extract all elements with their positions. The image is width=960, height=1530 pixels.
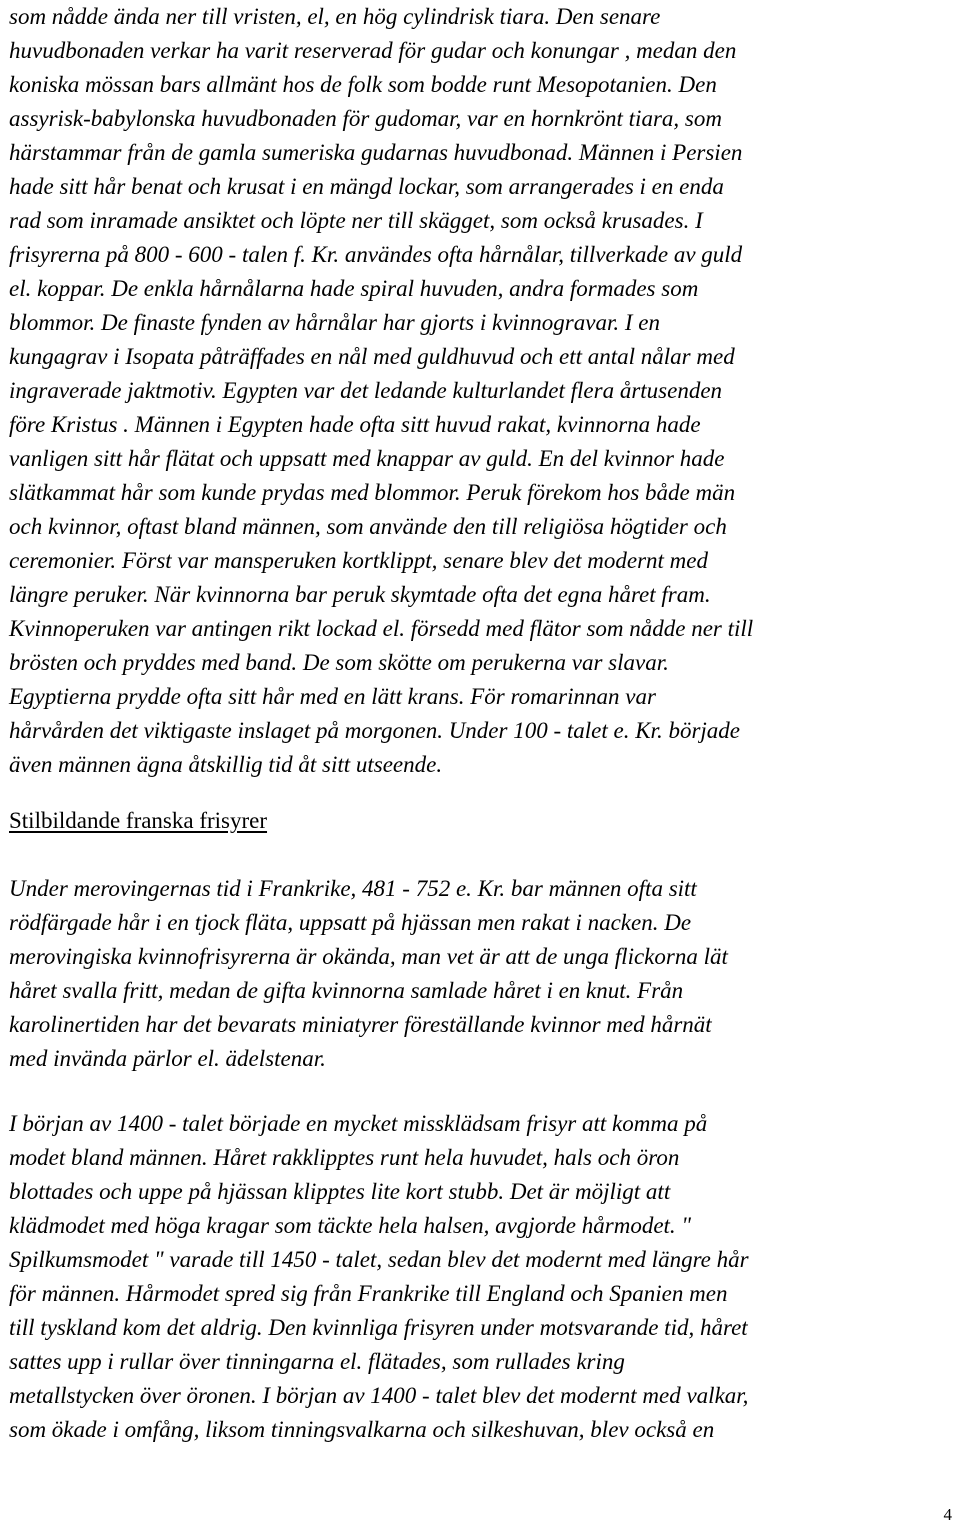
text-line: blottades och uppe på hjässan klipptes lite kort stubb. Det är möjligt att xyxy=(9,1179,671,1204)
paragraph-1 xyxy=(9,0,753,782)
text-line: till tyskland kom det aldrig. Den kvinnliga frisyren under motsvarande tid, håret xyxy=(9,1315,748,1340)
text-line: merovingiska kvinnofrisyrerna är okända, man vet är att de unga flickorna lät xyxy=(9,944,728,969)
text-line: och kvinnor, oftast bland männen, som använde den till religiösa högtider och xyxy=(9,514,727,539)
text-line: blommor. De finaste fynden av hårnålar har gjorts i kvinnogravar. I en xyxy=(9,310,660,335)
text-line: koniska mössan bars allmänt hos de folk som bodde runt Mesopotanien. Den xyxy=(9,72,717,97)
paragraph-2 xyxy=(9,872,728,1076)
text-line: vanligen sitt hår flätat och uppsatt med knappar av guld. En del kvinnor hade xyxy=(9,446,725,471)
text-line: metallstycken över öronen. I början av 1400 - talet blev det modernt med valkar, xyxy=(9,1383,749,1408)
text-line: för männen. Hårmodet spred sig från Frankrike till England och Spanien men xyxy=(9,1281,728,1306)
text-line: med invända pärlor el. ädelstenar. xyxy=(9,1046,326,1071)
page-number: 4 xyxy=(943,1505,952,1524)
text-line: klädmodet med höga kragar som täckte hela halsen, avgjorde hårmodet. " xyxy=(9,1213,692,1238)
text-line: även männen ägna åtskillig tid åt sitt utseende. xyxy=(9,752,443,777)
text-line: Kvinnoperuken var antingen rikt lockad el. försedd med flätor som nådde ner till xyxy=(9,616,754,641)
text-line: håret svalla fritt, medan de gifta kvinnorna samlade håret i en knut. Från xyxy=(9,978,684,1003)
text-line: slätkammat hår som kunde prydas med blommor. Peruk förekom hos både män xyxy=(9,480,736,505)
text-line: kungagrav i Isopata påträffades en nål med guldhuvud och ett antal nålar med xyxy=(9,344,735,369)
text-line: I början av 1400 - talet började en mycket missklädsam frisyr att komma på xyxy=(9,1111,708,1136)
text-line: el. koppar. De enkla hårnålarna hade spiral huvuden, andra formades som xyxy=(9,276,699,301)
text-line: ingraverade jaktmotiv. Egypten var det ledande kulturlandet flera årtusenden xyxy=(9,378,723,403)
section-heading-wrap xyxy=(9,804,267,838)
text-line: som ökade i omfång, liksom tinningsvalkarna och silkeshuvan, blev också en xyxy=(9,1417,715,1442)
text-line: hade sitt hår benat och krusat i en mängd lockar, som arrangerades i en enda xyxy=(9,174,724,199)
text-line: rad som inramade ansiktet och löpte ner till skägget, som också krusades. I xyxy=(9,208,703,233)
text-line: frisyrerna på 800 - 600 - talen f. Kr. användes ofta hårnålar, tillverkade av guld xyxy=(9,242,743,267)
text-line: härstammar från de gamla sumeriska gudarnas huvudbonad. Männen i Persien xyxy=(9,140,743,165)
text-line: sattes upp i rullar över tinningarna el. flätades, som rullades kring xyxy=(9,1349,625,1374)
text-line: som nådde ända ner till vristen, el, en hög cylindrisk tiara. Den senare xyxy=(9,4,661,29)
text-line: rödfärgade hår i en tjock fläta, uppsatt på hjässan men rakat i nacken. De xyxy=(9,910,692,935)
text-line: ceremonier. Först var mansperuken kortklippt, senare blev det modernt med xyxy=(9,548,708,573)
text-line: assyrisk-babylonska huvudbonaden för gudomar, var en hornkrönt tiara, som xyxy=(9,106,722,131)
text-line: längre peruker. När kvinnorna bar peruk skymtade ofta det egna håret fram. xyxy=(9,582,711,607)
text-line: karolinertiden har det bevarats miniatyrer föreställande kvinnor med hårnät xyxy=(9,1012,712,1037)
paragraph-3 xyxy=(9,1107,749,1447)
text-line: brösten och pryddes med band. De som skötte om perukerna var slavar. xyxy=(9,650,669,675)
section-heading: Stilbildande franska frisyrer xyxy=(9,808,268,833)
text-line: Under merovingernas tid i Frankrike, 481 - 752 e. Kr. bar männen ofta sitt xyxy=(9,876,697,901)
text-line: hårvården det viktigaste inslaget på morgonen. Under 100 - talet e. Kr. började xyxy=(9,718,741,743)
text-line: Spilkumsmodet " varade till 1450 - talet, sedan blev det modernt med längre hår xyxy=(9,1247,749,1272)
text-line: före Kristus . Männen i Egypten hade ofta sitt huvud rakat, kvinnorna hade xyxy=(9,412,701,437)
text-line: Egyptierna prydde ofta sitt hår med en lätt krans. För romarinnan var xyxy=(9,684,656,709)
text-line: huvudbonaden verkar ha varit reserverad för gudar och konungar , medan den xyxy=(9,38,737,63)
text-line: modet bland männen. Håret rakklipptes runt hela huvudet, hals och öron xyxy=(9,1145,680,1170)
